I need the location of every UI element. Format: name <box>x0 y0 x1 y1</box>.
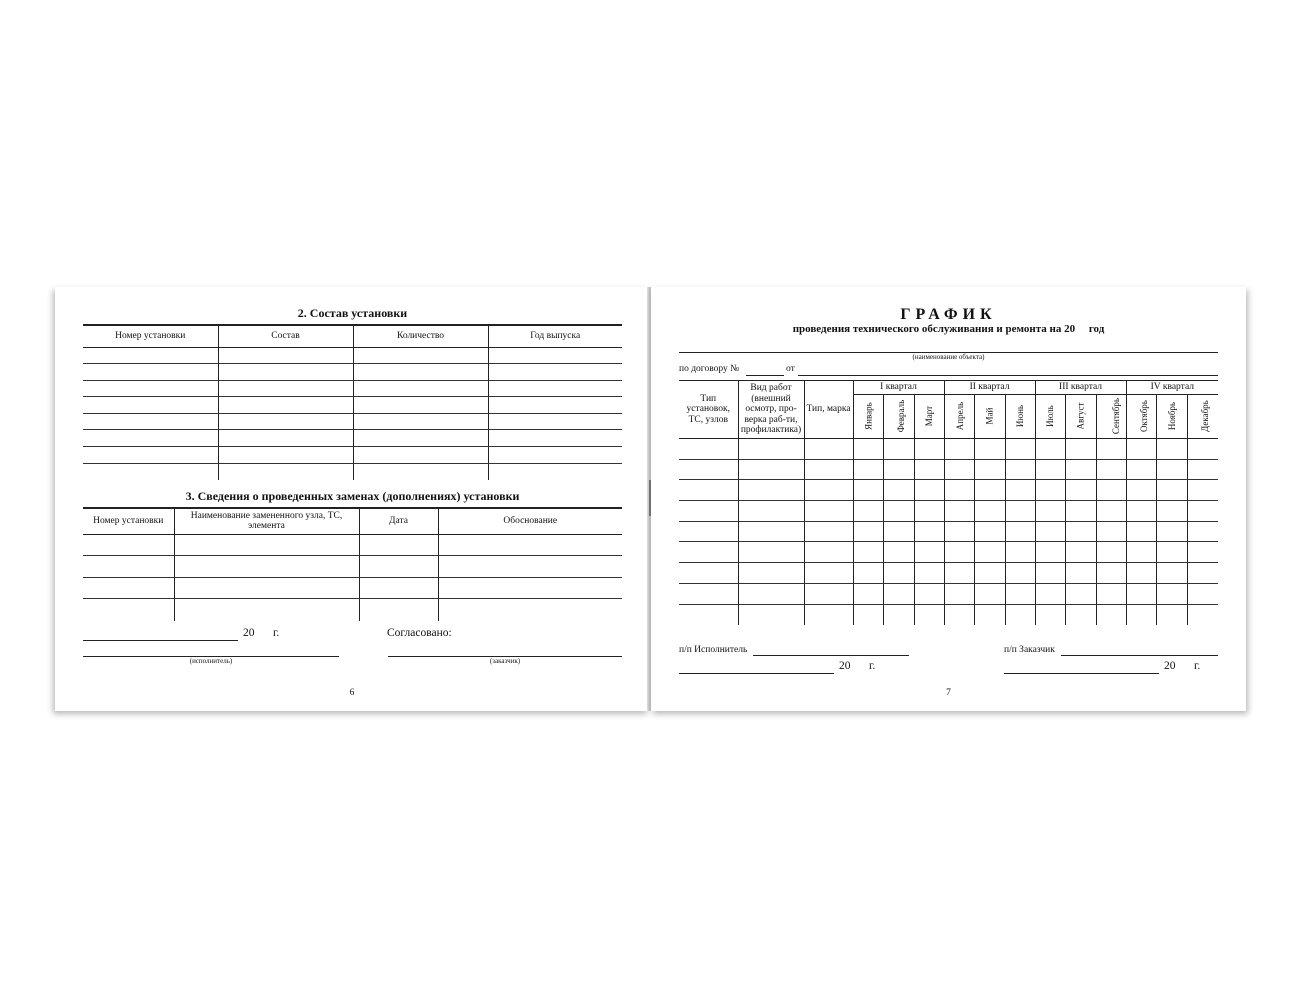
table-cell[interactable] <box>944 459 974 480</box>
table-cell[interactable] <box>804 563 853 584</box>
table-cell[interactable] <box>944 480 974 501</box>
table-cell[interactable] <box>804 542 853 563</box>
page-number: 6 <box>349 688 355 698</box>
executor-date-suffix: г. <box>869 660 876 672</box>
table-cell[interactable] <box>944 439 974 460</box>
table-cell[interactable] <box>738 480 804 501</box>
header-replaced-unit: Наименование замененного узла, ТС, элемента <box>174 508 359 534</box>
table-row[interactable] <box>83 364 622 381</box>
table-cell[interactable] <box>914 501 944 522</box>
table-row[interactable] <box>679 604 1218 625</box>
section2-title: 2. Состав установки <box>297 306 408 320</box>
table-cell[interactable] <box>1065 563 1096 584</box>
header-quarter-3: III квартал <box>1035 381 1126 395</box>
table-cell[interactable] <box>738 542 804 563</box>
header-month-march: Март <box>914 395 944 439</box>
table-cell[interactable] <box>1156 583 1187 604</box>
table-cell[interactable] <box>1035 459 1065 480</box>
table-cell[interactable] <box>679 501 738 522</box>
table-cell[interactable] <box>883 604 914 625</box>
table-header-row <box>83 325 622 347</box>
table-cell[interactable] <box>738 563 804 584</box>
table-cell[interactable] <box>883 583 914 604</box>
table-cell[interactable] <box>914 521 944 542</box>
table-cell[interactable] <box>1035 501 1065 522</box>
header-composition: Состав <box>218 325 353 347</box>
executor-signature-line[interactable] <box>753 655 909 656</box>
table-cell[interactable] <box>738 459 804 480</box>
table-cell[interactable] <box>1126 563 1156 584</box>
table-cell[interactable] <box>883 563 914 584</box>
table-cell[interactable] <box>914 604 944 625</box>
date-suffix: г. <box>273 627 280 639</box>
executor-date-year: 20 <box>839 660 851 672</box>
table-cell[interactable] <box>1126 459 1156 480</box>
header-month-june: Июнь <box>1005 395 1035 439</box>
header-quarter-2: II квартал <box>944 381 1035 395</box>
table-row[interactable] <box>83 599 622 621</box>
table-cell[interactable] <box>738 439 804 460</box>
table-row[interactable] <box>83 463 622 480</box>
table-cell[interactable] <box>1187 563 1218 584</box>
contract-from: от <box>786 364 795 374</box>
schedule-title: ГРАФИК <box>900 306 997 323</box>
maintenance-schedule-table <box>679 380 1218 625</box>
header-month-december: Декабрь <box>1187 395 1218 439</box>
table-cell[interactable] <box>1005 501 1035 522</box>
date-line[interactable] <box>83 640 238 641</box>
table-cell[interactable] <box>1096 459 1126 480</box>
table-cell[interactable] <box>738 583 804 604</box>
left-page <box>55 287 649 711</box>
composition-table <box>83 324 622 480</box>
book-spread <box>55 287 1246 711</box>
table-cell[interactable] <box>1005 604 1035 625</box>
header-quantity: Количество <box>353 325 488 347</box>
table-cell[interactable] <box>1156 439 1187 460</box>
table-cell[interactable] <box>1005 439 1035 460</box>
table-cell[interactable] <box>1156 563 1187 584</box>
header-month-november: Ноябрь <box>1156 395 1187 439</box>
table-cell[interactable] <box>738 604 804 625</box>
table-row[interactable] <box>679 501 1218 522</box>
table-row[interactable] <box>679 439 1218 460</box>
agreed-label: Согласовано: <box>387 627 452 639</box>
table-cell[interactable] <box>679 459 738 480</box>
table-cell[interactable] <box>944 583 974 604</box>
schedule-subtitle: проведения технического обслуживания и ремонта на 20 год <box>792 323 1105 335</box>
table-cell[interactable] <box>679 542 738 563</box>
table-cell[interactable] <box>974 583 1005 604</box>
table-cell[interactable] <box>974 480 1005 501</box>
table-cell[interactable] <box>1096 604 1126 625</box>
table-cell[interactable] <box>1156 501 1187 522</box>
table-cell[interactable] <box>1187 604 1218 625</box>
contract-number-line[interactable] <box>746 375 784 376</box>
table-row[interactable] <box>679 459 1218 480</box>
table-header-row <box>679 381 1218 395</box>
header-work-type: Вид работ (внешний осмотр, про-верка раб-ти, профилактика) <box>738 381 804 439</box>
table-cell[interactable] <box>914 480 944 501</box>
table-cell[interactable] <box>1065 604 1096 625</box>
executor-caption: (исполнитель) <box>189 657 233 665</box>
header-month-april: Апрель <box>944 395 974 439</box>
table-cell[interactable] <box>1187 521 1218 542</box>
table-cell[interactable] <box>853 583 883 604</box>
table-row[interactable] <box>83 397 622 414</box>
table-cell[interactable] <box>853 459 883 480</box>
table-row[interactable] <box>679 583 1218 604</box>
table-cell[interactable] <box>1035 583 1065 604</box>
table-cell[interactable] <box>853 604 883 625</box>
table-cell[interactable] <box>804 480 853 501</box>
header-justification: Обоснование <box>438 508 622 534</box>
table-cell[interactable] <box>804 604 853 625</box>
table-row[interactable] <box>83 413 622 430</box>
table-cell[interactable] <box>804 439 853 460</box>
table-cell[interactable] <box>1035 439 1065 460</box>
header-type-brand: Тип, марка <box>804 381 853 439</box>
table-cell[interactable] <box>1065 459 1096 480</box>
executor-date-line[interactable] <box>679 673 834 674</box>
table-cell[interactable] <box>1126 583 1156 604</box>
table-cell[interactable] <box>1005 521 1035 542</box>
table-row[interactable] <box>83 577 622 599</box>
table-cell[interactable] <box>1126 604 1156 625</box>
header-month-january: Январь <box>853 395 883 439</box>
table-cell[interactable] <box>853 501 883 522</box>
contract-date-line[interactable] <box>798 375 1218 376</box>
table-cell[interactable] <box>804 459 853 480</box>
table-cell[interactable] <box>804 521 853 542</box>
table-cell[interactable] <box>1005 583 1035 604</box>
table-cell[interactable] <box>1065 521 1096 542</box>
customer-date-suffix: г. <box>1194 660 1201 672</box>
table-cell[interactable] <box>1156 521 1187 542</box>
table-cell[interactable] <box>1065 480 1096 501</box>
table-cell[interactable] <box>1096 439 1126 460</box>
table-cell[interactable] <box>804 583 853 604</box>
table-cell[interactable] <box>679 439 738 460</box>
table-cell[interactable] <box>944 521 974 542</box>
table-cell[interactable] <box>1126 480 1156 501</box>
table-row[interactable] <box>83 534 622 556</box>
table-cell[interactable] <box>853 439 883 460</box>
table-cell[interactable] <box>944 563 974 584</box>
table-cell[interactable] <box>853 542 883 563</box>
header-month-october: Октябрь <box>1126 395 1156 439</box>
table-cell[interactable] <box>1126 501 1156 522</box>
table-cell[interactable] <box>1005 563 1035 584</box>
customer-date-year: 20 <box>1164 660 1176 672</box>
table-cell[interactable] <box>944 501 974 522</box>
header-date: Дата <box>359 508 438 534</box>
table-cell[interactable] <box>944 604 974 625</box>
customer-signature-line[interactable] <box>1061 655 1218 656</box>
table-cell[interactable] <box>804 501 853 522</box>
table-cell[interactable] <box>1065 583 1096 604</box>
table-header-row <box>83 508 622 534</box>
table-cell[interactable] <box>1096 480 1126 501</box>
table-cell[interactable] <box>738 501 804 522</box>
table-row[interactable] <box>83 447 622 464</box>
table-cell[interactable] <box>1096 521 1126 542</box>
header-type-units: Тип установок, ТС, узлов <box>679 381 738 439</box>
table-cell[interactable] <box>974 459 1005 480</box>
table-cell[interactable] <box>1005 459 1035 480</box>
table-cell[interactable] <box>974 542 1005 563</box>
table-row[interactable] <box>83 556 622 578</box>
table-cell[interactable] <box>679 604 738 625</box>
right-page <box>651 287 1246 711</box>
table-cell[interactable] <box>1005 542 1035 563</box>
table-cell[interactable] <box>883 542 914 563</box>
table-cell[interactable] <box>914 439 944 460</box>
header-quarter-4: IV квартал <box>1126 381 1218 395</box>
table-cell[interactable] <box>974 501 1005 522</box>
contract-prefix: по договору № <box>679 364 740 374</box>
table-cell[interactable] <box>974 439 1005 460</box>
table-cell[interactable] <box>1096 542 1126 563</box>
table-cell[interactable] <box>1187 583 1218 604</box>
customer-date-line[interactable] <box>1004 673 1159 674</box>
table-cell[interactable] <box>974 563 1005 584</box>
table-cell[interactable] <box>738 521 804 542</box>
header-month-august: Август <box>1065 395 1096 439</box>
table-cell[interactable] <box>1035 542 1065 563</box>
table-cell[interactable] <box>1187 459 1218 480</box>
table-cell[interactable] <box>1096 563 1126 584</box>
table-cell[interactable] <box>679 480 738 501</box>
table-cell[interactable] <box>1035 480 1065 501</box>
table-cell[interactable] <box>1156 604 1187 625</box>
table-cell[interactable] <box>883 459 914 480</box>
table-cell[interactable] <box>1156 459 1187 480</box>
table-row[interactable] <box>83 430 622 447</box>
table-cell[interactable] <box>1035 521 1065 542</box>
table-cell[interactable] <box>883 521 914 542</box>
table-cell[interactable] <box>1065 439 1096 460</box>
table-cell[interactable] <box>1187 542 1218 563</box>
header-month-september: Сентябрь <box>1096 395 1126 439</box>
table-cell[interactable] <box>1035 563 1065 584</box>
table-cell[interactable] <box>1065 542 1096 563</box>
header-month-february: Февраль <box>883 395 914 439</box>
table-row[interactable] <box>679 563 1218 584</box>
page-number: 7 <box>946 688 951 698</box>
table-cell[interactable] <box>974 521 1005 542</box>
object-caption: (наименование объекта) <box>912 353 985 361</box>
table-cell[interactable] <box>1156 542 1187 563</box>
table-cell[interactable] <box>974 604 1005 625</box>
header-year: Год выпуска <box>488 325 622 347</box>
table-cell[interactable] <box>914 583 944 604</box>
table-cell[interactable] <box>1126 521 1156 542</box>
table-cell[interactable] <box>883 439 914 460</box>
table-cell[interactable] <box>679 563 738 584</box>
table-cell[interactable] <box>883 480 914 501</box>
table-cell[interactable] <box>914 563 944 584</box>
table-cell[interactable] <box>1187 501 1218 522</box>
table-cell[interactable] <box>1096 583 1126 604</box>
table-row[interactable] <box>679 542 1218 563</box>
table-cell[interactable] <box>679 521 738 542</box>
date-year: 20 <box>243 627 255 639</box>
table-cell[interactable] <box>853 521 883 542</box>
table-cell[interactable] <box>679 583 738 604</box>
table-cell[interactable] <box>1096 501 1126 522</box>
table-cell[interactable] <box>1126 542 1156 563</box>
table-cell[interactable] <box>883 501 914 522</box>
customer-caption: (заказчик) <box>489 657 521 665</box>
table-cell[interactable] <box>853 563 883 584</box>
table-row[interactable] <box>679 521 1218 542</box>
header-installation-number: Номер установки <box>83 325 218 347</box>
table-row[interactable] <box>83 347 622 364</box>
header-quarter-1: I квартал <box>853 381 944 395</box>
section3-title: 3. Сведения о проведенных заменах (дополнениях) установки <box>185 489 520 503</box>
table-cell[interactable] <box>1126 439 1156 460</box>
table-cell[interactable] <box>1065 501 1096 522</box>
customer-label: п/п Заказчик <box>1004 645 1055 655</box>
table-cell[interactable] <box>1187 439 1218 460</box>
header-month-may: Май <box>974 395 1005 439</box>
table-cell[interactable] <box>853 480 883 501</box>
table-cell[interactable] <box>914 459 944 480</box>
table-row[interactable] <box>83 380 622 397</box>
table-cell[interactable] <box>1156 480 1187 501</box>
table-row[interactable] <box>679 480 1218 501</box>
table-cell[interactable] <box>1005 480 1035 501</box>
table-cell[interactable] <box>914 542 944 563</box>
replacements-table <box>83 507 622 621</box>
table-cell[interactable] <box>1035 604 1065 625</box>
table-cell[interactable] <box>1187 480 1218 501</box>
table-cell[interactable] <box>944 542 974 563</box>
executor-label: п/п Исполнитель <box>679 645 748 655</box>
header-installation-number: Номер установки <box>83 508 174 534</box>
header-month-july: Июль <box>1035 395 1065 439</box>
